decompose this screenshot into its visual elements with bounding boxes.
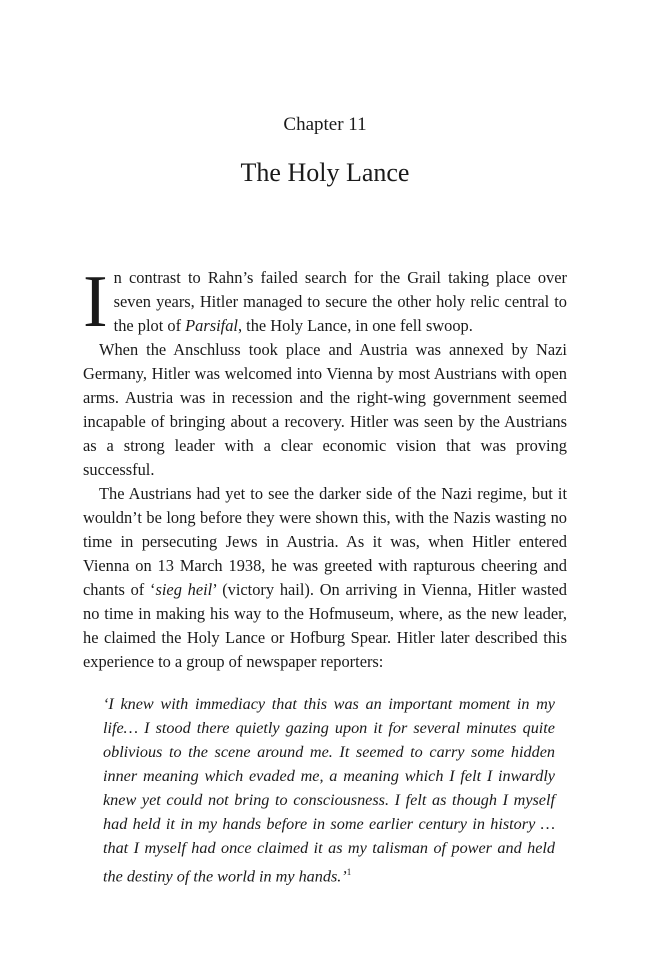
paragraph-3-text-b: ’ (victory hail). On arriving in Vienna, Hitler wasted no time in making his way to the Hofmuseum, where, as the new leader, he claimed the Holy Lance or Hofburg Spear. Hitler later described this experience to a group of newspaper reporters:	[83, 580, 567, 671]
paragraph-3-text-a: The Austrians had yet to see the darker side of the Nazi regime, but it wouldn’t be long before they were shown this, with the Nazis wasting no time in persecuting Jews in Austria. As it was, when Hitler entered Vienna on 13 March 1938, he was greeted with rapturous cheering and chants of ‘	[83, 484, 567, 599]
paragraph-1-italic: Parsifal	[185, 316, 238, 335]
footnote-marker[interactable]: 1	[346, 867, 352, 877]
quote-text: ‘I knew with immediacy that this was an important moment in my life… I stood there quietly gazing upon it for several minutes quite oblivious to the scene around me. It seemed to carry some hidden inner meaning which evaded me, a meaning which I felt I inwardly knew yet could not bring to consciousness. I felt as though I myself had held it in my hands before in some earlier century in history … that I myself had once claimed it as my talisman of power and held the destiny of the world in my hands.’	[103, 695, 555, 886]
chapter-title: The Holy Lance	[240, 158, 410, 187]
chapter-label: Chapter 11	[283, 114, 367, 135]
body-text	[83, 261, 567, 674]
paragraph-1-text-a: n contrast to Rahn’s failed search for the Grail taking place over seven years, Hitler managed to secure the other holy relic central to the plot of	[113, 268, 567, 335]
paragraph-3	[83, 482, 567, 674]
block-quote	[103, 692, 555, 888]
paragraph-1-text-b: , the Holy Lance, in one fell swoop.	[237, 316, 473, 335]
paragraph-1	[83, 261, 567, 343]
paragraph-2: When the Anschluss took place and Austria was annexed by Nazi Germany, Hitler was welcomed into Vienna by most Austrians with open arms. Austria was in recession and the right-wing government seemed incapable of bringing about a recovery. Hitler was seen by the Austrians as a strong leader with a clear economic vision that was proving successful.	[83, 340, 567, 479]
drop-cap: I	[83, 261, 108, 343]
paragraph-3-italic: sieg heil	[155, 580, 213, 599]
